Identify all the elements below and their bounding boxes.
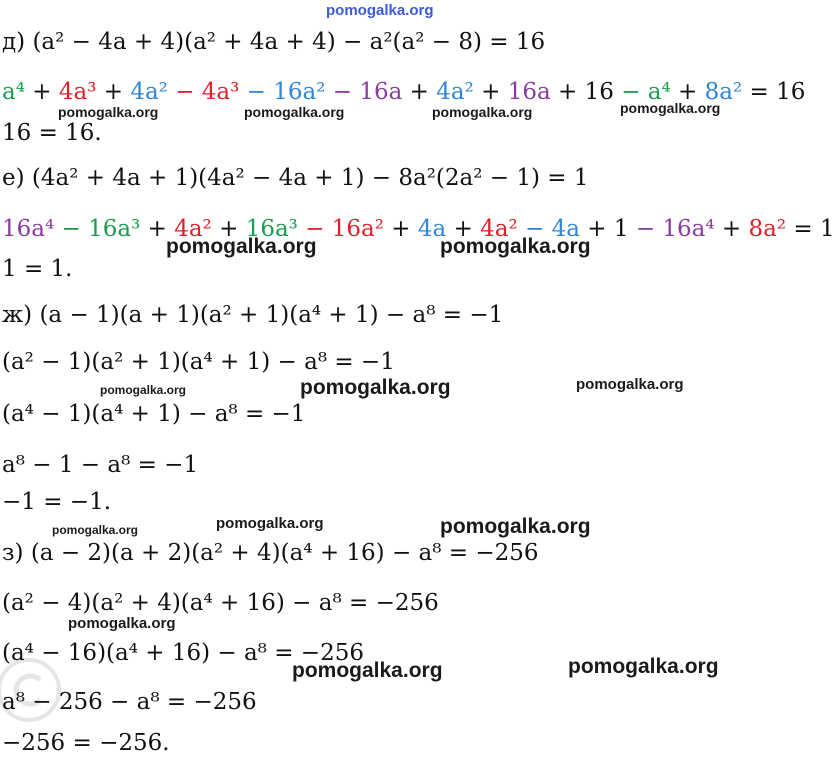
term: 4a² — [174, 216, 212, 242]
term: + — [446, 216, 481, 242]
watermark: pomogalka.org — [300, 376, 451, 399]
watermark: pomogalka.org — [166, 235, 317, 258]
term: + — [24, 79, 59, 105]
line-z-2: (a² − 4)(a² + 4)(a⁴ + 16) − a⁸ = −256 — [2, 590, 439, 616]
watermark: pomogalka.org — [292, 659, 443, 682]
line-d-1: д) (a² − 4a + 4)(a² + 4a + 4) − a²(a² − 8) = 16 — [2, 29, 546, 55]
term: + — [140, 216, 175, 242]
line-z-1: з) (a − 2)(a + 2)(a² + 4)(a⁴ + 16) − a⁸ = −256 — [2, 540, 539, 566]
watermark: pomogalka.org — [52, 523, 139, 537]
term: − 16a² — [239, 79, 326, 105]
term: 4a² — [130, 79, 168, 105]
line-z-5: −256 = −256. — [2, 730, 170, 756]
watermark: pomogalka.org — [68, 615, 176, 632]
term: + — [96, 79, 131, 105]
line-e-3: 1 = 1. — [2, 256, 73, 282]
term: 16a³ — [245, 216, 298, 242]
line-zh-4: a⁸ − 1 − a⁸ = −1 — [2, 452, 199, 478]
term: + — [473, 79, 508, 105]
line-d-3: 16 = 16. — [2, 120, 102, 146]
term: 8a² — [748, 216, 787, 242]
line-e-2 — [2, 214, 835, 244]
term: + 1 — [579, 216, 629, 242]
line-zh-2: (a² − 1)(a² + 1)(a⁴ + 1) − a⁸ = −1 — [2, 349, 395, 375]
term: − 16a — [325, 79, 403, 105]
watermark: pomogalka.org — [58, 104, 159, 120]
term: 8a² — [704, 79, 743, 105]
term: + — [670, 79, 705, 105]
line-e-1: е) (4a² + 4a + 1)(4a² − 4a + 1) − 8a²(2a² − 1) = 1 — [2, 165, 589, 191]
term: + — [211, 216, 246, 242]
copyright-seal-icon — [0, 655, 64, 725]
watermark: pomogalka.org — [576, 376, 684, 393]
term: + — [714, 216, 749, 242]
line-zh-5: −1 = −1. — [2, 489, 112, 515]
watermark: pomogalka.org — [568, 655, 719, 678]
term: − 16a³ — [54, 216, 141, 242]
term: 16a — [507, 79, 551, 105]
watermark: pomogalka.org — [100, 383, 187, 397]
term: + — [383, 216, 418, 242]
term: − a⁴ — [613, 79, 671, 105]
watermark-top: pomogalka.org — [326, 2, 434, 19]
term: = 16 — [742, 79, 806, 105]
line-z-3: (a⁴ − 16)(a⁴ + 16) − a⁸ = −256 — [2, 640, 364, 666]
term: 4a² — [436, 79, 474, 105]
line-zh-3: (a⁴ − 1)(a⁴ + 1) − a⁸ = −1 — [2, 401, 306, 427]
term: 16a⁴ — [2, 216, 55, 242]
watermark: pomogalka.org — [440, 515, 591, 538]
watermark: pomogalka.org — [432, 104, 533, 120]
watermark: pomogalka.org — [440, 235, 591, 258]
term: − 4a — [517, 216, 580, 242]
watermark: pomogalka.org — [620, 100, 721, 116]
term: − 16a⁴ — [628, 216, 715, 242]
line-z-4: a⁸ − 256 − a⁸ = −256 — [2, 689, 257, 715]
term: 4a — [417, 216, 447, 242]
term: a⁴ — [2, 79, 25, 105]
term: + 16 — [550, 79, 614, 105]
term: 4a³ — [58, 79, 97, 105]
watermark: pomogalka.org — [244, 104, 345, 120]
term: + — [402, 79, 437, 105]
term: − 16a² — [297, 216, 384, 242]
watermark: pomogalka.org — [216, 515, 324, 532]
line-zh-1: ж) (a − 1)(a + 1)(a² + 1)(a⁴ + 1) − a⁸ = −1 — [2, 302, 504, 328]
term: = 1 — [786, 216, 835, 242]
term: 4a² — [480, 216, 518, 242]
term: − 4a³ — [167, 79, 240, 105]
